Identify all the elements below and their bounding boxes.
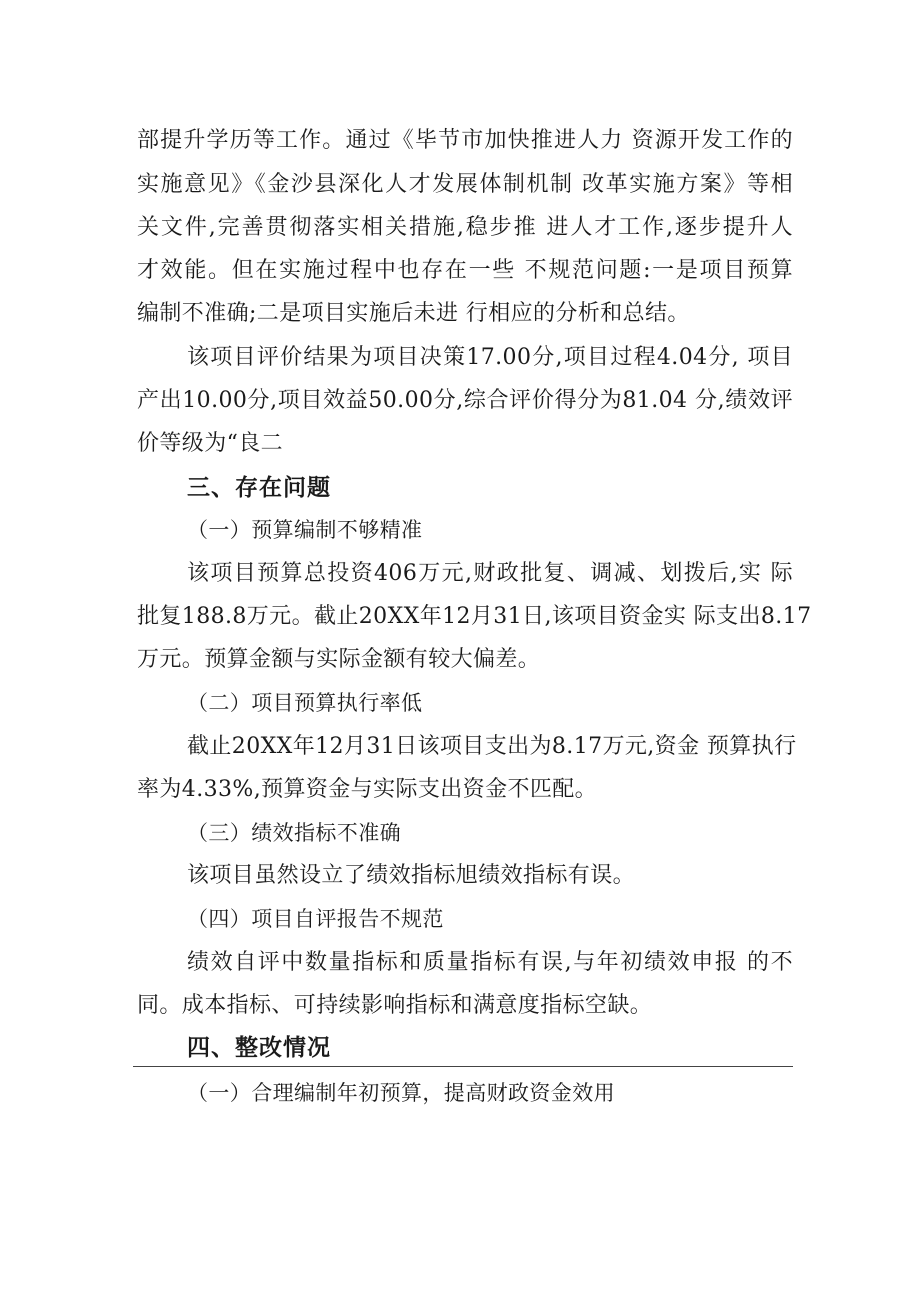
subsection-title-3: （三）绩效指标不准确: [187, 821, 401, 845]
s3-3-line-1: 该项目虽然设立了绩效指标旭绩效指标有误。: [187, 863, 636, 888]
s3-1-line-3: 万元。预算金额与实际金额有较大偏差。: [137, 647, 541, 672]
intro-line-4: 才效能。但在实施过程中也存在一些 不规范问题:一是项目预算: [137, 258, 793, 283]
intro-line-5: 编制不准确;二是项目实施后未进 行相应的分析和总结。: [137, 301, 690, 326]
result-line-1: 该项目评价结果为项目决策17.00分,项目过程4.04分, 项目: [187, 345, 793, 370]
s3-4-line-1: 绩效自评中数量指标和质量指标有误,与年初绩效申报 的不: [187, 950, 793, 975]
s3-1-line-2: 批复188.8万元。截止20XX年12月31日,该项目资金实 际支出8.17: [137, 604, 812, 629]
s3-1-line-1: 该项目预算总投资406万元,财政批复、调减、划拨后,实 际: [187, 561, 793, 586]
intro-line-2: 实施意见》《金沙县深化人才发展体制机制 改革实施方案》等相: [137, 172, 793, 197]
result-line-2: 产出10.00分,项目效益50.00分,综合评价得分为81.04 分,绩效评: [137, 388, 793, 413]
section-heading-rectification: 四、整改情况: [187, 1035, 331, 1061]
intro-line-3: 关文件,完善贯彻落实相关措施,稳步推 进人才工作,逐步提升人: [137, 215, 793, 240]
s3-4-line-2: 同。成本指标、可持续影响指标和满意度指标空缺。: [137, 993, 653, 1018]
subsection-title-1: （一）预算编制不够精准: [187, 518, 423, 542]
section-heading-problems: 三、存在问题: [187, 475, 331, 501]
subsection-title-2: （二）项目预算执行率低: [187, 691, 423, 715]
subsection-title-4: （四）项目自评报告不规范: [187, 907, 444, 931]
subsection-title-rectify-1: （一）合理编制年初预算，提高财政资金效用: [187, 1081, 615, 1105]
s3-2-line-1: 截止20XX年12月31日该项目支出为8.17万元,资金 预算执行: [187, 734, 797, 759]
result-line-3: 价等级为“良二: [137, 431, 284, 456]
s3-2-line-2: 率为4.33%,预算资金与实际支出资金不匹配。: [137, 777, 598, 802]
intro-line-1: 部提升学历等工作。通过《毕节市加快推进人力 资源开发工作的: [137, 128, 793, 153]
horizontal-rule: [133, 1066, 793, 1067]
